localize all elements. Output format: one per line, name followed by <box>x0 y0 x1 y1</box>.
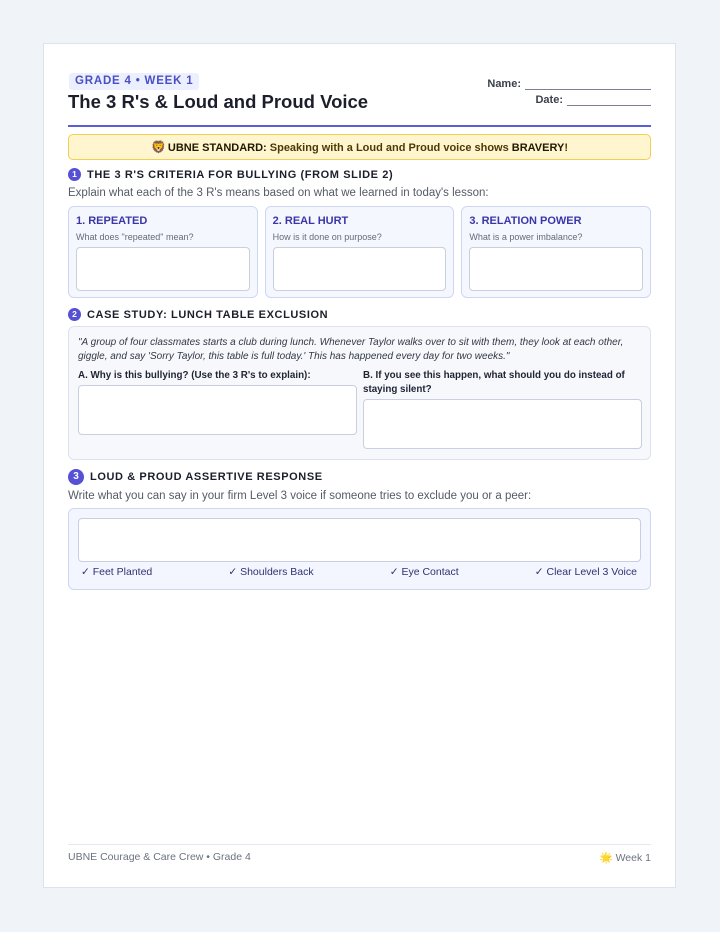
date-line[interactable] <box>567 95 651 106</box>
assertive-response-panel <box>68 508 651 590</box>
question-b: B. If you see this happen, what should you do instead of staying silent? <box>363 370 625 395</box>
real-hurt-answer-box[interactable] <box>273 247 447 291</box>
section1-header <box>68 168 393 181</box>
header-divider <box>68 125 651 127</box>
section2-number: 2 <box>68 308 81 321</box>
section1-number: 1 <box>68 168 81 181</box>
section2-title: CASE STUDY: LUNCH TABLE EXCLUSION <box>87 308 329 321</box>
question-a: A. Why is this bullying? (Use the 3 R's to explain): <box>78 370 311 381</box>
lion-icon: 🦁 <box>150 140 166 154</box>
footer-right <box>600 851 651 864</box>
name-label: Name: <box>487 78 521 90</box>
section1-description: Explain what each of the 3 R's means based on what we learned in today's lesson: <box>68 187 489 199</box>
standard-emphasis: BRAVERY <box>511 142 565 154</box>
voice-checklist <box>81 566 637 578</box>
case-study-panel <box>68 326 651 460</box>
footer-left: UBNE Courage & Care Crew • Grade 4 <box>68 851 251 863</box>
assertive-response-box[interactable] <box>78 518 641 562</box>
footer-week: Week 1 <box>612 852 651 864</box>
card-relation-power <box>461 206 651 298</box>
section3-title: LOUD & PROUD ASSERTIVE RESPONSE <box>90 471 323 483</box>
repeated-answer-box[interactable] <box>76 247 250 291</box>
star-icon: 🌟 <box>599 852 613 864</box>
name-field[interactable] <box>487 78 651 90</box>
card-title: 1. REPEATED <box>76 215 148 227</box>
section3-number: 3 <box>68 469 84 485</box>
section3-description: Write what you can say in your firm Level 3 voice if someone tries to exclude you or a peer: <box>68 490 532 502</box>
date-label: Date: <box>535 94 563 106</box>
card-title: 3. RELATION POWER <box>469 215 582 227</box>
standard-end: ! <box>564 142 569 154</box>
case-quote: "A group of four classmates starts a club during lunch. Whenever Taylor walks over to sit with them, they look at each other, giggle, and say 'Sorry Taylor, this table is full today.' This has happened every day for two weeks." <box>78 337 624 362</box>
card-question: What is a power imbalance? <box>469 232 583 242</box>
answer-b-box[interactable] <box>363 399 642 449</box>
card-question: How is it done on purpose? <box>272 232 382 242</box>
check-feet-planted: ✓ Feet Planted <box>81 566 153 578</box>
name-line[interactable] <box>525 79 651 90</box>
date-field[interactable] <box>535 94 651 106</box>
worksheet-page <box>43 43 676 888</box>
check-eye-contact: ✓ Eye Contact <box>389 566 459 578</box>
section2-header <box>68 308 328 321</box>
card-title: 2. REAL HURT <box>272 215 349 227</box>
standard-text: Speaking with a Loud and Proud voice shows <box>266 142 512 154</box>
footer-divider <box>68 844 651 845</box>
card-real-hurt <box>265 206 455 298</box>
card-repeated <box>68 206 258 298</box>
check-shoulders-back: ✓ Shoulders Back <box>228 566 314 578</box>
section1-title: THE 3 R'S CRITERIA FOR BULLYING (FROM SLIDE 2) <box>87 168 394 181</box>
check-clear-voice: ✓ Clear Level 3 Voice <box>534 566 637 578</box>
page-title: The 3 R's & Loud and Proud Voice <box>68 91 369 112</box>
section3-header <box>68 469 323 485</box>
answer-a-box[interactable] <box>78 385 357 435</box>
grade-badge: GRADE 4 • WEEK 1 <box>69 73 199 90</box>
standard-label: UBNE STANDARD: <box>167 142 267 154</box>
card-question: What does "repeated" mean? <box>76 232 194 242</box>
criteria-cards <box>68 206 651 298</box>
relation-power-answer-box[interactable] <box>469 247 643 291</box>
standard-banner <box>68 134 651 160</box>
